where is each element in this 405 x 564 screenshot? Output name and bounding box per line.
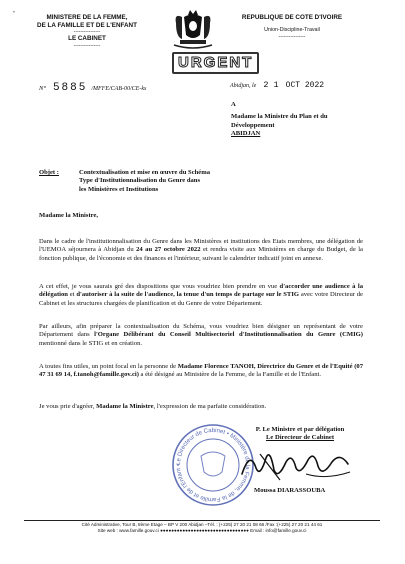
footer-rule [24, 520, 380, 521]
p3-text-a: Par ailleurs, afin préparer la contextualisation du Schéma, vous voudriez bien désigner un représentant de votre Département dans [39, 323, 363, 339]
p2-text-e: avec votre Directeur de Cabinet et les structures chargées de planification et du Genre de votre Département. [39, 291, 363, 307]
recipient-line2: Développement [231, 121, 275, 129]
p4-text-a: A toutes fins utiles, un point focal en la personne de [39, 363, 178, 370]
p2-text-a: A cet effet, je vous saurais gré des dispositions que vous voudriez bien prendre en vue [39, 283, 280, 290]
republic-name: REPUBLIQUE DE COTE D'IVOIRE [241, 14, 343, 21]
closing-addressee: Madame la Ministre [96, 403, 154, 410]
date-place: Abidjan, le [230, 83, 257, 89]
signature-block [240, 426, 360, 443]
date-day: 2 1 [263, 80, 279, 90]
paragraph-4 [39, 363, 363, 380]
handwritten-signature [236, 444, 356, 486]
subject-line1: Contextualisation et mise en œuvre du Schéma [79, 169, 211, 176]
paragraph-3 [39, 323, 363, 348]
reference-number [39, 77, 146, 95]
header-right-dashes: ---------------- [278, 33, 306, 40]
recipient-a: A [231, 101, 236, 108]
closing-text-a: Je vous prie d'agréer, [39, 403, 97, 410]
signature-delegation: P. Le Ministre et par délégation [255, 426, 345, 433]
p2-text-c: et [67, 291, 77, 299]
reference-digits: 5885 [52, 82, 88, 94]
cabinet-label: LE CABINET [68, 35, 106, 43]
paragraph-2 [39, 283, 363, 308]
national-motto: Union-Discipline-Travail [264, 26, 320, 33]
footer-contact: Site web : www.famille.gouv.ci ●●●●●●●●●●●●●●●●●●●●●●●●●●●●●●●● Email : info@famille.gouv.ci [97, 528, 307, 533]
reference-suffix: /MFFE/CAB-00/CE-ks [91, 86, 147, 92]
subject-label [39, 169, 59, 177]
ministry-name-line2: DE LA FAMILLE ET DE L'ENFANT [37, 21, 137, 29]
seal-ring-text: Le Directeur de Cabinet • Ministère de la Femme, de la Famille et de l'Enfant • [175, 427, 251, 503]
header-left [28, 14, 146, 49]
subject-label-text: Objet : [39, 169, 59, 176]
p2-audience: d'accorder une audience à la délégation [39, 283, 363, 299]
p1-text-a: Dans le cadre de l'institutionnalisation du Genre dans les Ministères et institutions des Etats membres, une délégation de l'UEMOA séjournera à Abidjan du [39, 238, 363, 254]
closing-text-c: , l'expression de ma parfaite considération. [153, 403, 267, 410]
signatory-name: Moussa DIARASSOUBA [254, 487, 326, 494]
header-left-dashes-1: ---------------- [73, 29, 101, 36]
reference-prefix: N° [39, 85, 46, 92]
letter-date [230, 74, 324, 92]
recipient-line1: Madame la Ministre du Plan et du [231, 113, 328, 121]
footer [24, 522, 380, 534]
p1-dates: 24 au 27 octobre 2022 [136, 246, 201, 254]
p3-organe: l'Organe Délibérant du Conseil Multisectoriel d'Institutionnalisation du Genre (CMIG) [94, 331, 363, 339]
header-right [232, 14, 352, 40]
p4-text-c: a été désigné au Ministère de la Femme, de la Famille et de l'Enfant. [138, 371, 321, 379]
subject-line2: Type d'Institutionnalisation du Genre dans [79, 177, 201, 185]
urgent-stamp: URGENT [172, 52, 259, 74]
recipient-block [231, 101, 328, 139]
p2-partage: d'autoriser à la suite de l'audience, la tenue d'un temps de partage sur le STIG [76, 291, 300, 299]
recipient-city: ABIDJAN [231, 130, 261, 138]
header-left-dashes-2: ---------------- [73, 42, 101, 49]
salutation: Madame la Ministre, [39, 212, 99, 219]
date-month-year: OCT 2022 [285, 81, 325, 90]
paragraph-1 [39, 238, 363, 263]
margin-mark: ' [13, 10, 15, 18]
signature-title: Le Directeur de Cabinet [265, 434, 335, 442]
subject-text [79, 169, 210, 194]
subject-line3: les Ministères et Institutions [79, 185, 159, 193]
p1-text-c: et rendra visite aux Ministères en charge du Budget, de la fonction publique, de l'économie et des finances et l'intérieur, suivant le calendrier indicatif joint en annexe. [39, 246, 363, 262]
closing-formula [39, 403, 363, 411]
p4-focal-point: Madame Florence TANOH, Directrice du Genre et de l'Equité (07 47 31 69 14, f.tanoh@famille.gov.ci) [39, 363, 363, 379]
ministry-name-line1: MINISTERE DE LA FEMME, [46, 14, 128, 21]
footer-address: Cité Administrative, Tour B, 8ème Etage – BP V 200 Abidjan –Tél. : (+225) 27 20 21 08 66 /Fax :(+225) 27 20 21 44 61 [81, 522, 323, 527]
p3-text-c: mentionné dans le STIG et en création. [39, 339, 143, 347]
coat-of-arms-icon [170, 9, 216, 49]
